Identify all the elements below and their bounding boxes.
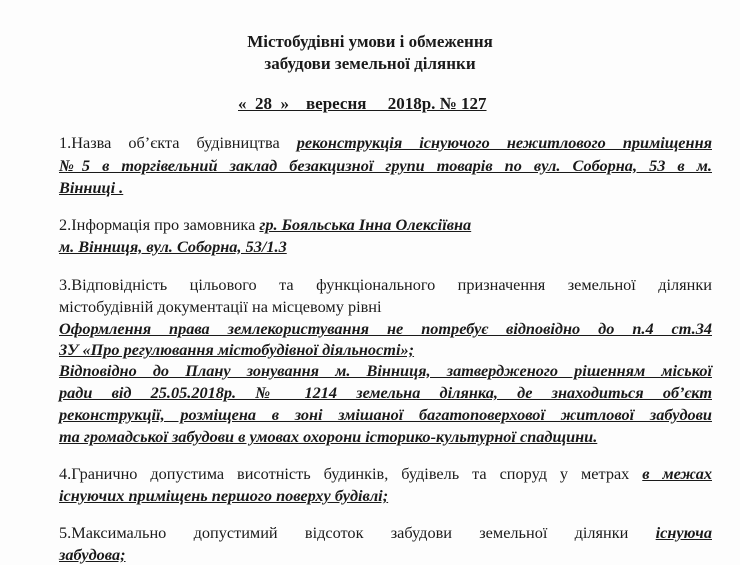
section-5-value-end: забудова; <box>59 545 126 564</box>
section-3-zone-end: та громадської забудови в умовах охорони історико-культурної спадщини. <box>59 427 598 446</box>
document-title-line-2: забудови земельної ділянки <box>264 54 476 73</box>
section-5-line-1 <box>59 523 712 543</box>
section-1-line-3 <box>59 178 712 198</box>
section-3-value-line-3: Відповідно до Плану зонування м. Вінниця, затвердженого рішенням міської <box>59 361 712 380</box>
section-2-customer-name: гр. Бояльська Інна Олексіївна <box>259 215 472 234</box>
section-2-line-1 <box>59 215 712 235</box>
section-1-label: 1.Назва об’єкта будівництва <box>59 133 297 152</box>
section-4-value-end: існуючих приміщень першого поверху будівлі; <box>59 486 389 505</box>
section-5-line-2 <box>59 545 712 565</box>
section-2-line-2 <box>59 237 712 257</box>
section-5-value: існуюча <box>655 523 712 542</box>
section-1-line-2: №5 в торгівельний заклад безакцизної групи товарів по вул. Соборна, 53 в м. <box>59 156 712 175</box>
section-3-value-line-6 <box>59 427 712 447</box>
section-1-line-1 <box>59 133 712 153</box>
section-1-value: реконструкція існуючого нежитлового приміщення <box>296 133 712 152</box>
section-4-line-1 <box>59 464 712 484</box>
section-1-value-end: Вінниці . <box>59 178 124 197</box>
section-2-label: 2.Інформація про замовника <box>59 215 260 234</box>
section-3-label-line-1: 3.Відповідність цільового та функціонального призначення земельної ділянки <box>59 275 712 294</box>
section-3-value-line-1: Оформлення права землекористування не потребує відповідно до п.4 ст.34 <box>59 319 712 338</box>
section-2-customer-address: м. Вінниця, вул. Соборна, 53/1.3 <box>59 237 287 256</box>
section-3-value-line-4: ради від 25.05.2018р. № 1214 земельна ділянка, де знаходиться об’єкт <box>59 383 712 402</box>
document-title-line-1: Містобудівні умови і обмеження <box>247 32 493 51</box>
section-3-value-line-2 <box>59 340 712 360</box>
section-4-line-2 <box>59 486 712 506</box>
section-4-value: в межах <box>642 464 712 483</box>
section-3-value-line-5: реконструкції, розміщена в зоні змішаної багатоповерхової житлової забудови <box>59 405 712 424</box>
section-3-label-line-2: містобудівній документації на місцевому рівні <box>59 297 382 316</box>
document-date-number: « 28 » вересня 2018р. № 127 <box>238 94 487 113</box>
section-5-label: 5.Максимально допустимий відсоток забудови земельної ділянки <box>59 523 656 542</box>
section-4-label: 4.Гранично допустима висотність будинків, будівель та споруд у метрах <box>59 464 643 483</box>
section-3-law-reference: ЗУ «Про регулювання містобудівної діяльності»; <box>59 340 415 359</box>
